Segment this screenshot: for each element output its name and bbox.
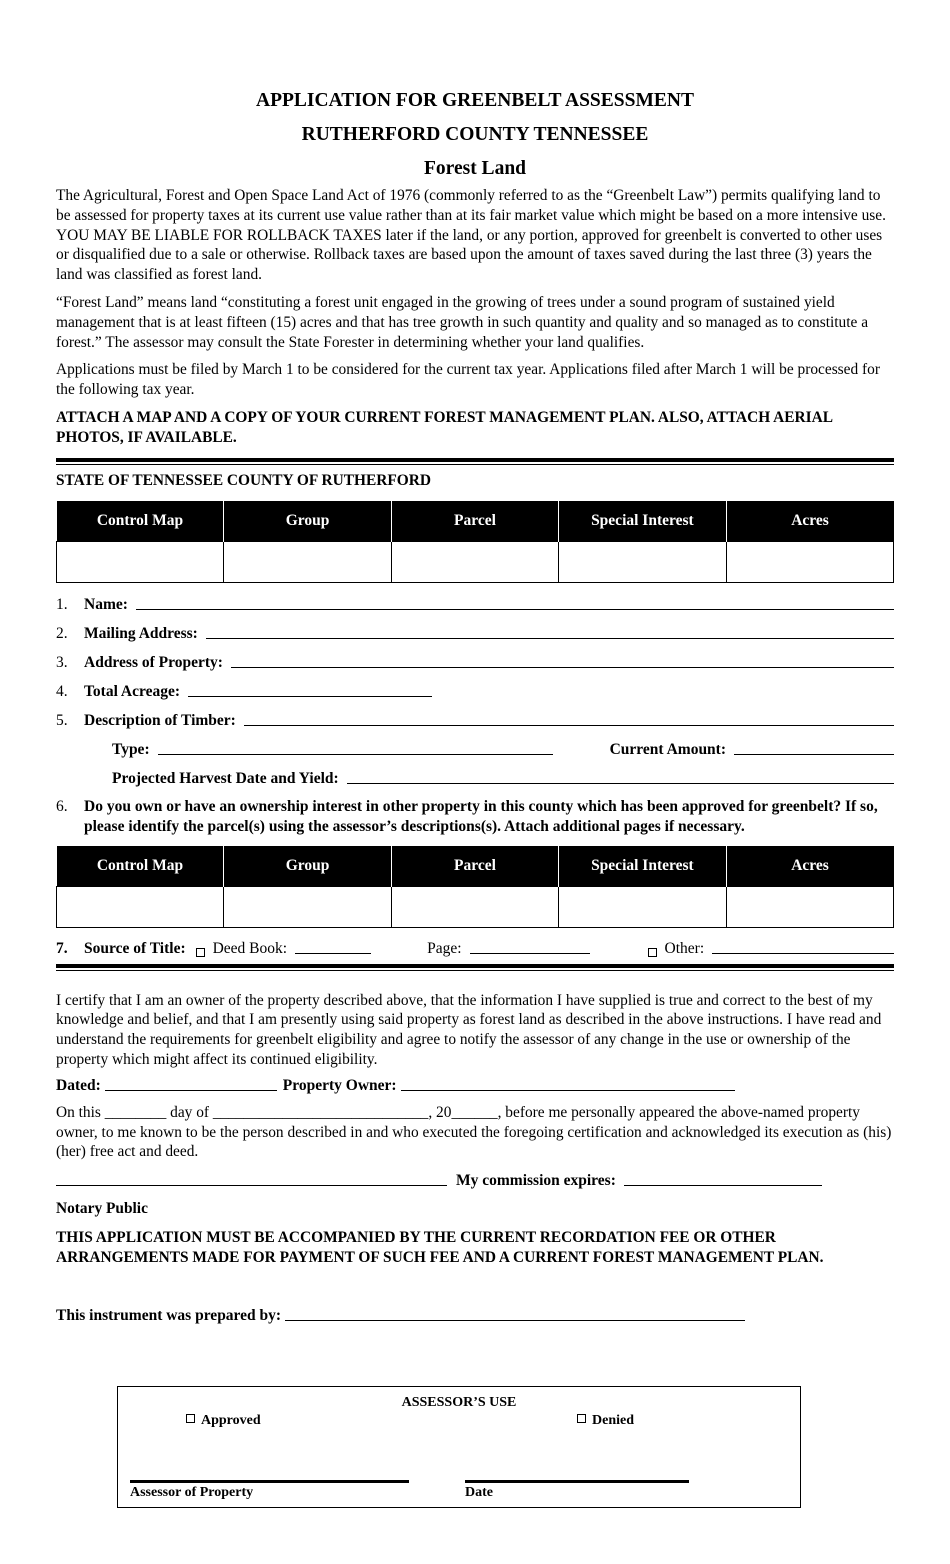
form-title: APPLICATION FOR GREENBELT ASSESSMENT <box>256 90 694 111</box>
prepared-by-field[interactable] <box>285 1303 745 1321</box>
assessor-use-title: ASSESSOR’S USE <box>401 1395 517 1410</box>
group-cell[interactable] <box>224 541 391 582</box>
property-owner-field[interactable] <box>401 1073 735 1091</box>
col-parcel: Parcel <box>391 501 558 542</box>
property-address-field[interactable] <box>231 650 894 668</box>
denied-checkbox[interactable] <box>577 1414 586 1423</box>
date-label: Date <box>465 1485 493 1500</box>
harvest-label: Projected Harvest Date and Yield: <box>112 769 339 787</box>
col-special-interest: Special Interest <box>559 501 726 542</box>
col-control-map: Control Map <box>57 501 224 542</box>
control-map-cell[interactable] <box>57 886 224 927</box>
timber-label: Description of Timber: <box>84 711 236 729</box>
property-address-label: Address of Property: <box>84 653 223 671</box>
approved-checkbox[interactable] <box>186 1414 195 1423</box>
dated-row <box>56 1070 894 1095</box>
col-acres: Acres <box>726 501 893 542</box>
prepared-by-label: This instrument was prepared by: <box>56 1306 282 1324</box>
parcel-cell[interactable] <box>391 541 558 582</box>
acres-cell[interactable] <box>726 541 893 582</box>
assessor-use-box <box>117 1386 801 1508</box>
other-label: Other: <box>664 939 705 957</box>
acreage-row: 4. Total Acreage: <box>56 672 894 701</box>
notary-public-label: Notary Public <box>56 1200 148 1218</box>
current-amount-field[interactable] <box>734 737 894 755</box>
commission-expires-field[interactable] <box>624 1168 822 1186</box>
intro-paragraph: Applications must be filed by March 1 to be considered for the current tax year. Applications filed after March 1 will be processed for the following tax year. <box>56 361 880 399</box>
commission-row <box>56 1162 894 1190</box>
name-field[interactable] <box>136 592 894 610</box>
page-field[interactable] <box>470 936 590 954</box>
deed-book-field[interactable] <box>295 936 371 954</box>
assessor-signature-line[interactable] <box>130 1480 409 1483</box>
timber-field[interactable] <box>244 708 894 726</box>
property-owner-label: Property Owner: <box>282 1076 397 1094</box>
prepared-by-row <box>56 1299 894 1325</box>
special-interest-cell[interactable] <box>559 886 726 927</box>
assessor-label: Assessor of Property <box>130 1485 254 1500</box>
intro-paragraph: “Forest Land” means land “constituting a forest unit engaged in the growing of trees under a sound program of sustained yield management that is at least fifteen (15) acres and that has tree growth in such quantity and quality and so managed as to constitute a forest.” The assessor may consult the State Forester in determining whether your land qualifies. <box>56 293 869 351</box>
control-map-cell[interactable] <box>57 541 224 582</box>
name-row: 1. Name: <box>56 585 894 614</box>
type-label: Type: <box>112 740 150 758</box>
other-checkbox[interactable] <box>648 948 657 957</box>
current-amount-label: Current Amount: <box>609 740 727 758</box>
deed-checkbox[interactable] <box>196 948 205 957</box>
commission-label: My commission expires: <box>456 1172 616 1190</box>
harvest-field[interactable] <box>347 766 894 784</box>
double-divider <box>56 458 894 465</box>
denied-option: Denied <box>567 1413 634 1429</box>
mailing-row: 2. Mailing Address: <box>56 614 894 643</box>
attach-notice: ATTACH A MAP AND A COPY OF YOUR CURRENT FOREST MANAGEMENT PLAN. ALSO, ATTACH AERIAL PHOTOS, IF AVAILABLE. <box>56 408 833 446</box>
col-group: Group <box>224 846 391 887</box>
state-county: STATE OF TENNESSEE COUNTY OF RUTHERFORD <box>56 471 431 489</box>
form-page <box>56 84 894 1325</box>
col-special-interest: Special Interest <box>559 846 726 887</box>
intro-paragraph: The Agricultural, Forest and Open Space Land Act of 1976 (commonly referred to as the “Greenbelt Law”) permits qualifying land to be assessed for property taxes at its current use value rather than at its fair market value which might be based on a more intensive use. YOU MAY BE LIABLE FOR ROLLBACK TAXES later if the land, or any portion, approved for greenbelt is converted to other uses or disqualified due to a sale or otherwise. Rollback taxes are based upon the amount of taxes saved during the last three (3) years the land was classified as forest land. <box>56 187 886 284</box>
total-acreage-field[interactable] <box>188 679 432 697</box>
col-control-map: Control Map <box>57 846 224 887</box>
acres-cell[interactable] <box>726 886 893 927</box>
acreage-label: Total Acreage: <box>84 682 180 700</box>
notary-signature-line[interactable] <box>56 1168 447 1186</box>
harvest-row <box>56 759 894 788</box>
dated-label: Dated: <box>56 1076 101 1094</box>
mailing-label: Mailing Address: <box>84 624 198 642</box>
timber-row: 5. Description of Timber: <box>56 701 894 730</box>
col-group: Group <box>224 501 391 542</box>
parcel-table <box>56 501 894 583</box>
mailing-address-field[interactable] <box>206 621 894 639</box>
fee-notice: THIS APPLICATION MUST BE ACCOMPANIED BY THE CURRENT RECORDATION FEE OR OTHER ARRANGEMENTS MADE FOR PAYMENT OF SUCH FEE AND A CURRENT FOREST MANAGEMENT PLAN. <box>56 1228 824 1266</box>
col-acres: Acres <box>726 846 893 887</box>
type-field[interactable] <box>158 737 553 755</box>
parcel-cell[interactable] <box>391 886 558 927</box>
double-divider <box>56 964 894 971</box>
page-label: Page: <box>427 939 462 957</box>
certification-text: I certify that I am an owner of the property described above, that the information I have supplied is true and correct to the best of my knowledge and belief, and that I am presently using said property as forest land as described in the above instructions. I have read and understand the requirements for greenbelt eligibility and agree to notify the assessor of any change in the use or ownership of the property which might affect its continued eligibility. <box>56 991 882 1068</box>
source-label: Source of Title: <box>84 939 186 957</box>
property-address-row: 3. Address of Property: <box>56 643 894 672</box>
type-row <box>56 730 894 759</box>
assessor-date-line[interactable] <box>465 1480 689 1483</box>
approved-option: Approved <box>176 1413 261 1429</box>
deed-label: Deed Book: <box>212 939 288 957</box>
form-subtitle: RUTHERFORD COUNTY TENNESSEE <box>301 124 649 145</box>
col-parcel: Parcel <box>391 846 558 887</box>
dated-field[interactable] <box>105 1073 277 1091</box>
source-of-title-row: 7. Source of Title: Deed Book: Page: Other: <box>56 928 894 958</box>
special-interest-cell[interactable] <box>559 541 726 582</box>
notary-text: On this ________ day of ____________________________, 20______, before me personally appeared the above-named property owner, to me known to be the person described in and who executed the foregoing certification and acknowledged its execution as (his) (her) free act and deed. <box>56 1103 892 1161</box>
other-parcel-table <box>56 846 894 928</box>
other-field[interactable] <box>712 936 894 954</box>
question-6: 6. Do you own or have an ownership interest in other property in this county which has been approved for greenbelt? If so, please identify the parcel(s) using the assessor’s descriptions(s). Attach additional pages if necessary. <box>56 797 878 835</box>
section-title: Forest Land <box>423 158 527 179</box>
group-cell[interactable] <box>224 886 391 927</box>
name-label: Name: <box>84 595 128 613</box>
